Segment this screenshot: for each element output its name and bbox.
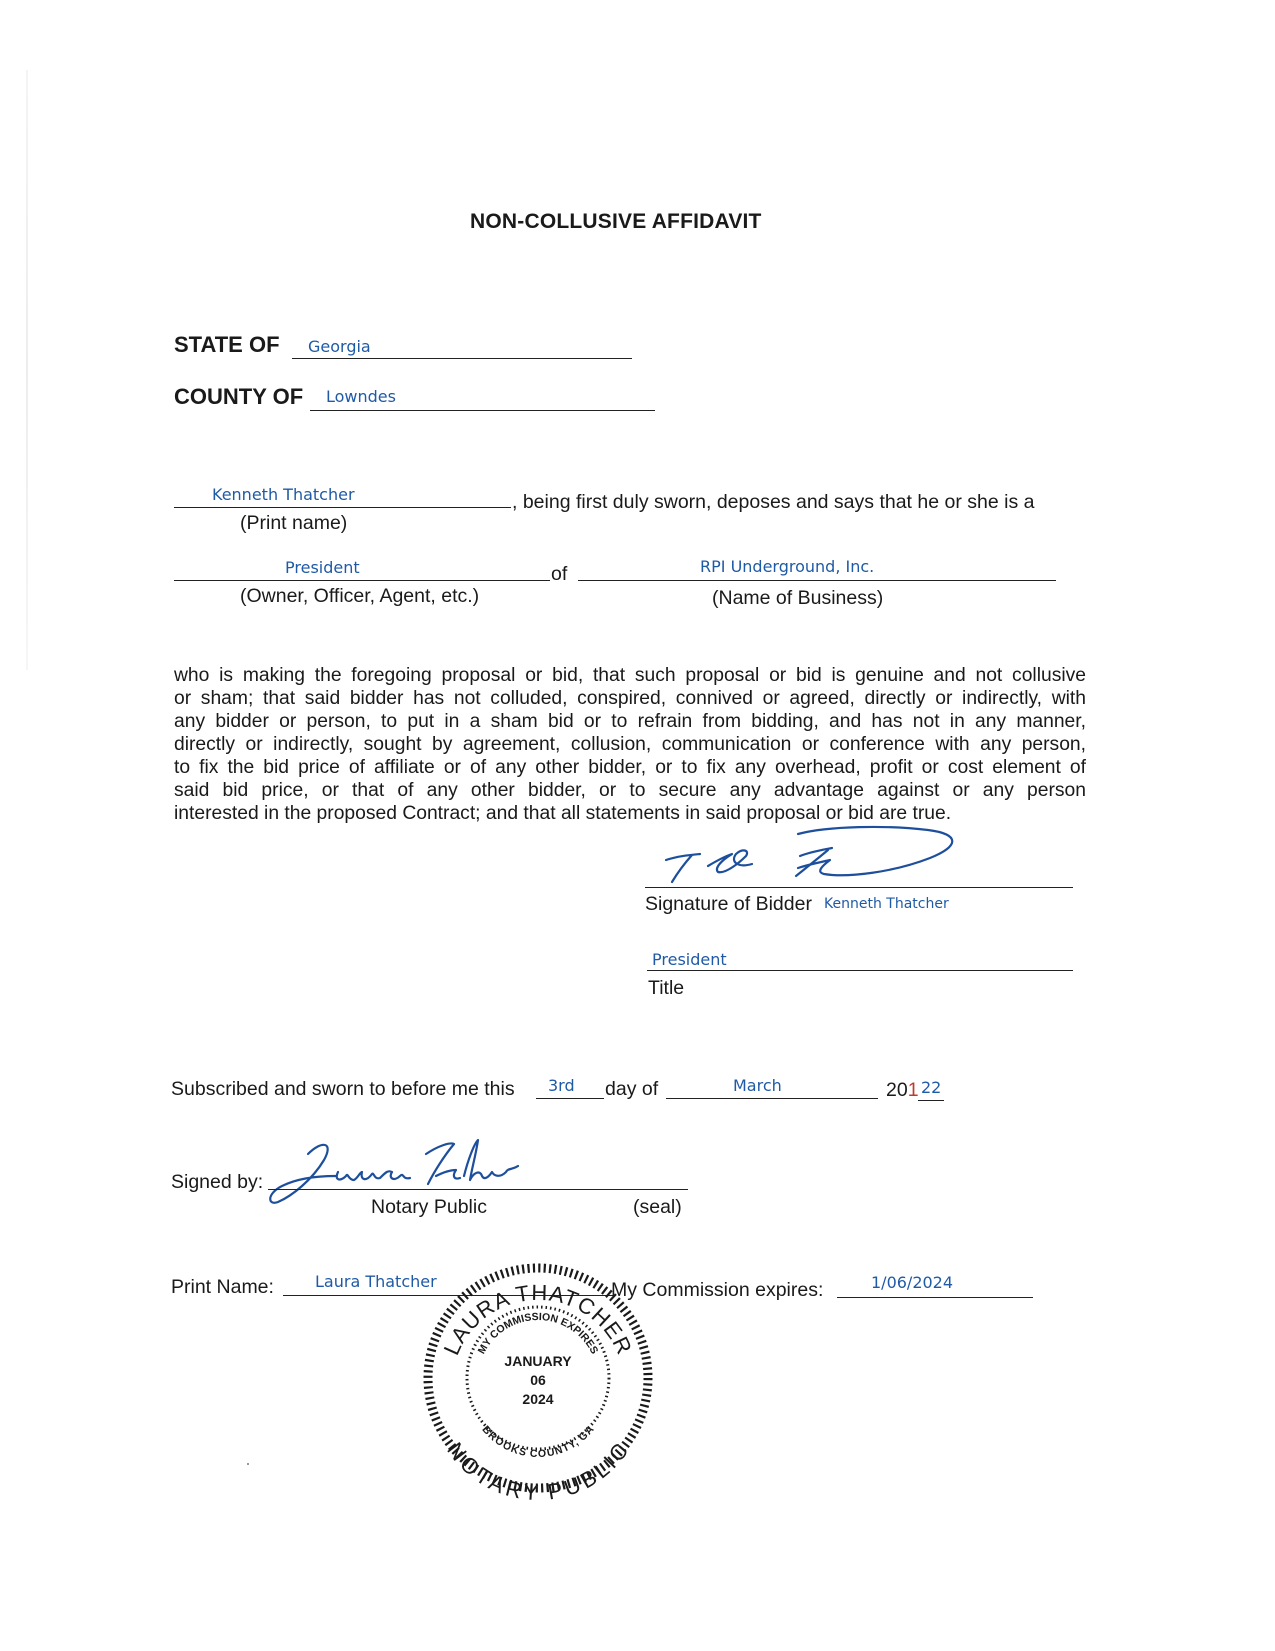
jurat-year-struck-digit: 1: [907, 1079, 919, 1101]
jurat-prefix: Subscribed and sworn to before me this: [171, 1078, 515, 1100]
commission-expires-label: My Commission expires:: [611, 1279, 824, 1301]
business-caption: (Name of Business): [712, 587, 884, 609]
state-underline: [292, 358, 632, 359]
jurat-day-of-label: day of: [605, 1078, 659, 1100]
jurat-year-field[interactable]: 22: [921, 1078, 942, 1097]
body-line: who is making the foregoing proposal or bid, that such proposal or bid is genuine and not collusive: [174, 665, 1086, 686]
bidder-title-underline: [647, 970, 1073, 971]
affiant-name-underline: [174, 507, 511, 508]
bidder-typed-name: Kenneth Thatcher: [824, 896, 949, 912]
bidder-signature-caption: Signature of Bidder: [645, 893, 812, 915]
commission-expires-underline: [837, 1297, 1033, 1298]
seal-caption: (seal): [633, 1196, 682, 1218]
print-name-caption: (Print name): [240, 512, 348, 534]
body-line: to fix the bid price of affiliate or of any other bidder, or to fix any overhead, profit or cost element of: [174, 757, 1086, 778]
print-name-label: Print Name:: [171, 1276, 274, 1298]
affiant-name-field[interactable]: Kenneth Thatcher: [212, 485, 355, 504]
sworn-statement-text: , being first duly sworn, deposes and says that he or she is a: [512, 491, 1035, 513]
scan-edge-shadow: [26, 70, 28, 670]
notary-signature-line: [268, 1189, 688, 1190]
jurat-year: [886, 1079, 919, 1102]
scan-speck: [247, 1463, 249, 1465]
county-field[interactable]: Lowndes: [326, 387, 396, 406]
jurat-day-field[interactable]: 3rd: [548, 1076, 575, 1095]
business-name-field[interactable]: RPI Underground, Inc.: [700, 557, 875, 576]
body-line: said bid price, or that of any other bidder, or to secure any advantage against or any person: [174, 780, 1086, 801]
body-line: or sham; that said bidder has not colluded, conspired, connived or agreed, directly or indirectly, with: [174, 688, 1086, 709]
of-label: of: [551, 563, 568, 585]
body-line: any bidder or person, to put in a sham bid or to refrain from bidding, and has not in any manner,: [174, 711, 1086, 732]
seal-month: JANUARY: [504, 1353, 572, 1369]
bidder-signature-icon: [660, 822, 980, 892]
affidavit-body: [174, 664, 1086, 825]
affiant-role-field[interactable]: President: [285, 558, 360, 577]
seal-year: 2024: [522, 1391, 554, 1407]
county-underline: [310, 410, 655, 411]
notary-public-caption: Notary Public: [371, 1196, 487, 1218]
bidder-title-caption: Title: [648, 977, 685, 999]
svg-text:NOTARY PUBLIC: [442, 1438, 633, 1506]
jurat-month-field[interactable]: March: [733, 1076, 782, 1095]
bidder-signature-line: [645, 887, 1073, 888]
role-caption: (Owner, Officer, Agent, etc.): [240, 585, 480, 607]
body-line: directly or indirectly, sought by agreement, collusion, communication or conference with any person,: [174, 734, 1086, 755]
jurat-year-prefix: 20: [886, 1079, 908, 1101]
seal-outer-top-text: LAURA THATCHER: [438, 1279, 638, 1359]
seal-outer-bottom-text: NOTARY PUBLIC: [442, 1437, 634, 1506]
state-label: STATE OF: [174, 332, 280, 357]
jurat-year-underline: [918, 1100, 944, 1101]
county-label: COUNTY OF: [174, 384, 304, 409]
signed-by-label: Signed by:: [171, 1171, 264, 1193]
business-underline: [578, 580, 1056, 581]
svg-text:BROOKS COUNTY, GA: [479, 1423, 596, 1460]
bidder-title-field[interactable]: President: [652, 950, 727, 969]
commission-expires-field[interactable]: 1/06/2024: [871, 1273, 954, 1292]
notary-seal-icon: [422, 1262, 654, 1506]
state-field[interactable]: Georgia: [308, 337, 371, 356]
document-title: NON-COLLUSIVE AFFIDAVIT: [470, 210, 762, 233]
notary-print-name-field[interactable]: Laura Thatcher: [315, 1272, 437, 1291]
role-underline: [174, 580, 550, 581]
seal-inner-top-text: MY COMMISSION EXPIRES: [475, 1310, 601, 1357]
seal-inner-bottom-text: BROOKS COUNTY, GA: [479, 1423, 597, 1461]
jurat-month-underline: [666, 1098, 878, 1099]
seal-day: 06: [530, 1372, 546, 1388]
jurat-day-underline: [536, 1098, 604, 1099]
body-line: interested in the proposed Contract; and that all statements in said proposal or bid are true.: [174, 803, 952, 824]
